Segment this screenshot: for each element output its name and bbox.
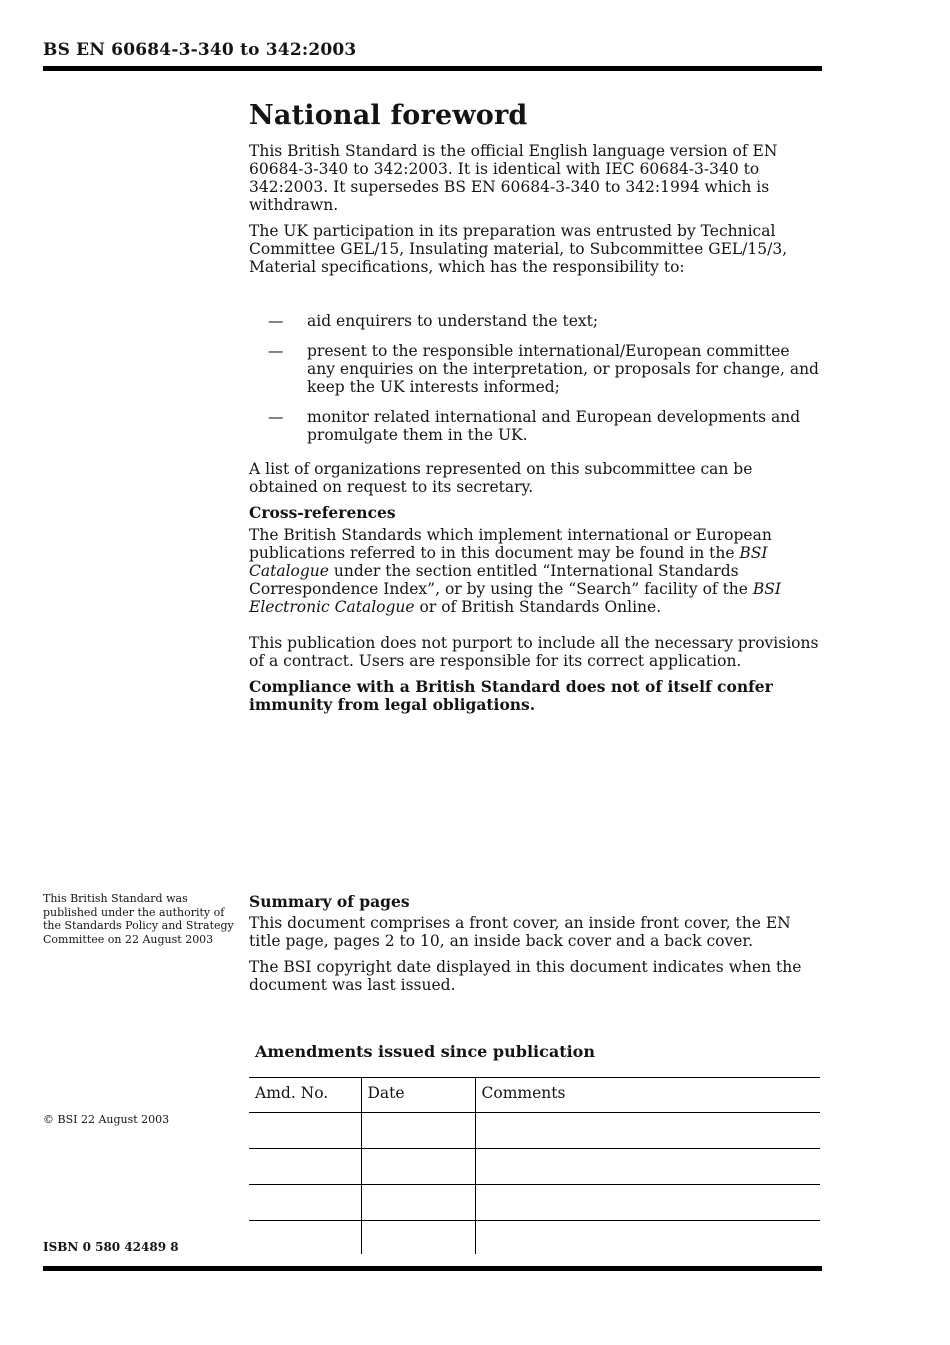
table-empty-cell [475, 1221, 820, 1254]
responsibility-list [249, 312, 822, 444]
summary-of-pages-heading: Summary of pages [249, 892, 410, 911]
header-rule [43, 66, 822, 71]
authority-note: This British Standard was published under the authority of the Standards Policy and Strategy Committee on 22 August 2003 [43, 892, 234, 946]
foreword-title: National foreword [249, 100, 528, 131]
table-row [249, 1149, 820, 1185]
table-empty-cell [249, 1113, 361, 1149]
table-header-comments: Comments [475, 1078, 820, 1113]
cross-references-heading: Cross-references [249, 503, 396, 522]
paragraph-organizations: A list of organizations represented on this subcommittee can be obtained on request to its secretary. [249, 460, 753, 496]
table-empty-cell [249, 1185, 361, 1221]
paragraph-version: This British Standard is the official English language version of EN 60684-3-340 to 342:2003. It is identical with IEC 60684-3-340 to 342:2003. It supersedes BS EN 60684-3-340 to 342:1994 which is withdrawn. [249, 142, 778, 214]
paragraph-compliance: Compliance with a British Standard does not of itself confer immunity from legal obligations. [249, 677, 773, 714]
table-row [249, 1221, 820, 1254]
list-item [249, 342, 822, 396]
table-row [249, 1113, 820, 1149]
list-item-text: monitor related international and European developments and promulgate them in the UK. [307, 408, 801, 444]
list-item [249, 408, 822, 444]
table-empty-cell [249, 1149, 361, 1185]
paragraph-cross-references [249, 526, 822, 616]
cross-ref-text: under the section entitled “International Standards Correspondence Index”, or by using the “Search” facility of the [249, 562, 753, 598]
bullet-dash: — [268, 408, 284, 426]
table-row [249, 1185, 820, 1221]
amendments-table [249, 1077, 820, 1254]
paragraph-copyright-date: The BSI copyright date displayed in this document indicates when the document was last issued. [249, 958, 802, 994]
copyright-notice: © BSI 22 August 2003 [43, 1113, 170, 1126]
bsi-electronic-catalogue-title: BSI Electronic Catalogue [249, 580, 782, 616]
summary-section [249, 893, 822, 1002]
table-empty-cell [361, 1113, 475, 1149]
table-header-date: Date [361, 1078, 475, 1113]
paragraph-contract: This publication does not purport to include all the necessary provisions of a contract. Users are responsible for its correct application. [249, 634, 819, 670]
foreword-section [249, 101, 822, 722]
list-item-text: present to the responsible international/European committee any enquiries on the interpretation, or proposals for change, and keep the UK interests informed; [307, 342, 819, 396]
isbn: ISBN 0 580 42489 8 [43, 1240, 179, 1254]
footer-rule [43, 1266, 822, 1271]
amendments-section [249, 1042, 822, 1254]
paragraph-uk-participation: The UK participation in its preparation was entrusted by Technical Committee GEL/15, Insulating material, to Subcommittee GEL/15/3, Material specifications, which has the responsibility to: [249, 222, 788, 276]
list-item-text: aid enquirers to understand the text; [307, 312, 599, 330]
document-reference: BS EN 60684-3-340 to 342:2003 [43, 40, 357, 60]
table-empty-cell [475, 1113, 820, 1149]
table-header-row [249, 1078, 820, 1113]
table-empty-cell [475, 1185, 820, 1221]
paragraph-summary-pages: This document comprises a front cover, an inside front cover, the EN title page, pages 2 to 10, an inside back cover and a back cover. [249, 914, 791, 950]
table-empty-cell [361, 1149, 475, 1185]
bsi-catalogue-title: BSI Catalogue [249, 544, 768, 580]
list-item [249, 312, 822, 330]
table-header-amd-no: Amd. No. [249, 1078, 361, 1113]
cross-ref-text: The British Standards which implement international or European publications referred to in this document may be found in the [249, 526, 772, 562]
cross-ref-text: or of British Standards Online. [414, 598, 662, 616]
amendments-heading: Amendments issued since publication [255, 1042, 595, 1061]
table-empty-cell [475, 1149, 820, 1185]
table-empty-cell [361, 1221, 475, 1254]
table-empty-cell [361, 1185, 475, 1221]
bullet-dash: — [268, 342, 284, 360]
table-empty-cell [249, 1221, 361, 1254]
bullet-dash: — [268, 312, 284, 330]
